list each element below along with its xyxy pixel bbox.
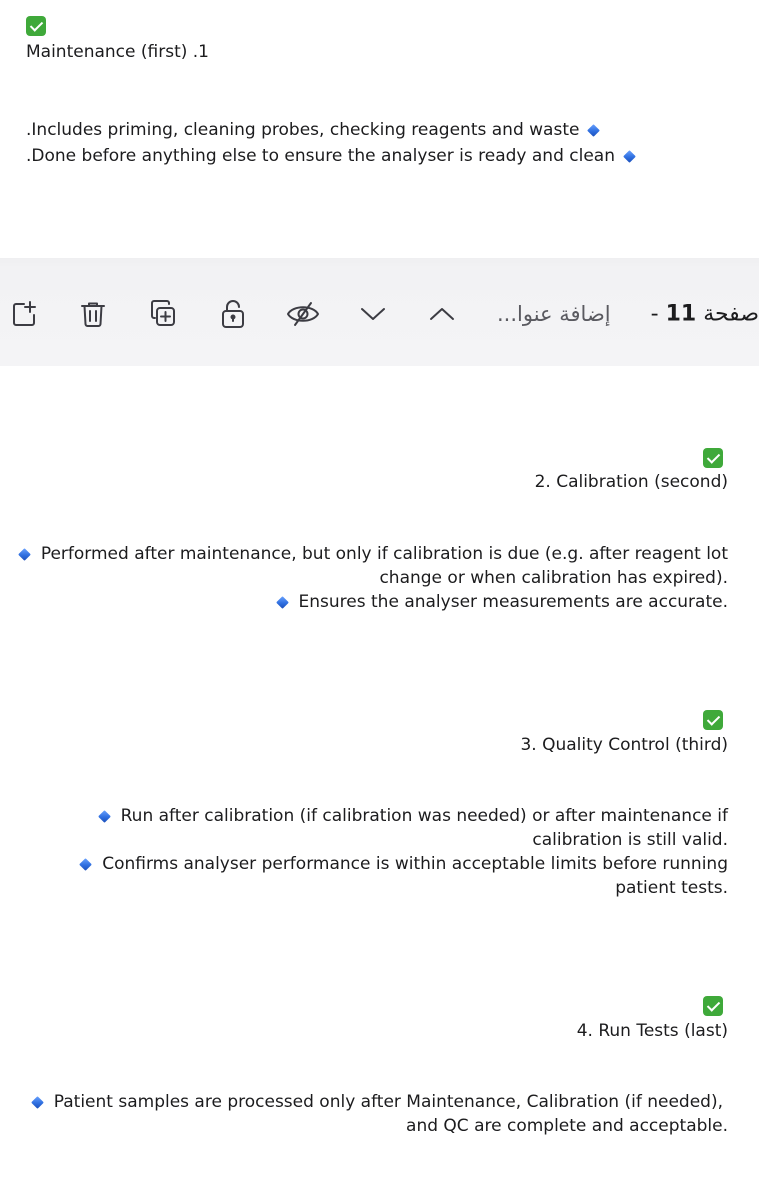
bullet-text-continued: calibration is still valid. [532,830,728,850]
checkmark-icon [703,996,723,1016]
list-item [278,590,728,614]
diamond-icon [18,548,31,561]
section-title-maintenance: Maintenance (first) .1 [26,42,209,62]
diamond-icon [98,810,111,823]
section-title-run-tests: 4. Run Tests (last) [576,1021,728,1041]
page-toolbar [0,258,759,366]
bullet-text: .Includes priming, cleaning probes, checking reagents and waste [26,120,580,140]
duplicate-icon[interactable] [146,297,180,331]
page-title [651,302,759,327]
bullet-text: Patient samples are processed only after Maintenance, Calibration (if needed), [53,1092,723,1112]
diamond-icon [276,596,289,609]
bullet-text: Performed after maintenance, but only if calibration is due (e.g. after reagent lot [40,544,728,564]
checkmark-icon [703,710,723,730]
list-item [26,118,598,142]
trash-icon[interactable] [76,297,110,331]
bullet-text: Ensures the analyser measurements are accurate. [298,592,728,612]
list-item [26,144,634,168]
list-item [33,1090,723,1114]
checkmark-icon [26,16,46,36]
diamond-icon [623,150,636,163]
chevron-up-icon[interactable] [425,297,459,331]
diamond-icon [31,1096,44,1109]
add-page-icon[interactable] [8,297,42,331]
title-input[interactable]: إضافة عنوا... [497,302,611,326]
page-title-prefix: صفحة [703,301,759,327]
hide-icon[interactable] [286,297,320,331]
checkmark-icon [703,448,723,468]
bullet-text-continued: change or when calibration has expired). [379,568,728,588]
section-title-calibration: 2. Calibration (second) [534,472,728,492]
page-number: 11 [665,301,697,327]
bullet-text-continued: and QC are complete and acceptable. [406,1116,728,1136]
diamond-icon [588,124,601,137]
bullet-text: Confirms analyser performance is within acceptable limits before running [102,854,728,874]
chevron-down-icon[interactable] [356,297,390,331]
bullet-text: .Done before anything else to ensure the analyser is ready and clean [26,146,615,166]
list-item [20,542,728,566]
unlock-icon[interactable] [216,297,250,331]
page-title-separator: - [650,301,659,327]
diamond-icon [79,858,92,871]
section-title-quality-control: 3. Quality Control (third) [520,735,728,755]
bullet-text: Run after calibration (if calibration was needed) or after maintenance if [120,806,728,826]
list-item [100,804,728,828]
bullet-text-continued: patient tests. [615,878,728,898]
list-item [81,852,728,876]
